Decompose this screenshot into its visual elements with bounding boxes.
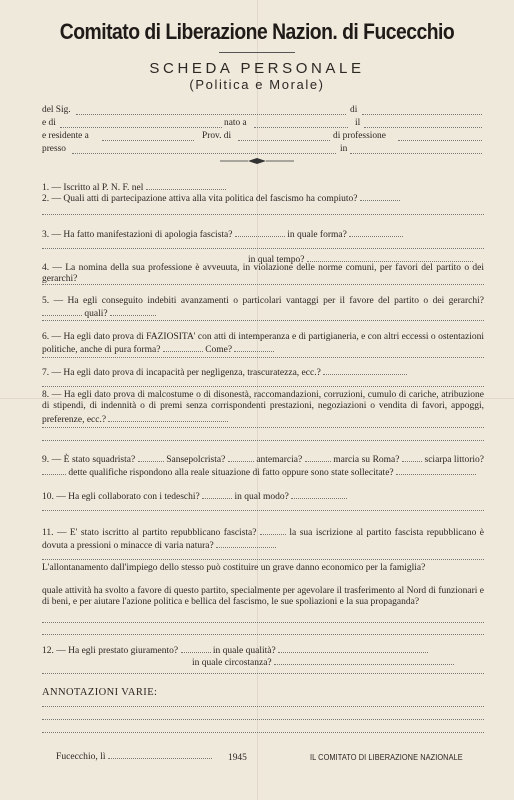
answer-line-q8-2[interactable] [42,440,484,441]
field-il[interactable] [364,127,482,128]
field-del-sig[interactable] [76,114,346,115]
answer-q3-forma[interactable] [349,228,403,237]
answer-line-q11-2[interactable] [42,622,484,623]
answer-q6-come[interactable] [234,343,274,352]
answer-line-q2[interactable] [42,214,484,215]
answer-q12-circostanza[interactable] [274,656,454,665]
answer-q2[interactable] [360,192,400,201]
answer-line-q7[interactable] [42,386,484,387]
label-presso: presso [42,144,66,154]
question-3-time: in qual tempo? [248,253,484,266]
label-professione: di professione [333,131,386,141]
answer-q9-squadrista[interactable] [138,453,164,462]
annotations-line-2[interactable] [42,719,484,720]
question-11: 11. — E' stato iscritto al partito repubblicano fascista? la sua iscrizione al partito fascista repubblicano è dovuta a pressioni o minacce di varia natura? [42,528,485,552]
footer-signature: IL COMITATO DI LIBERAZIONE NAZIONALE [310,752,463,762]
label-in: in [340,144,348,154]
label-residente: e residente a [42,131,89,141]
header-row-residence [42,131,482,143]
answer-line-q12[interactable] [42,673,484,674]
field-in[interactable] [350,153,482,154]
answer-line-q4[interactable] [42,284,484,285]
question-10: 10. — Ha egli collaborato con i tedeschi? in qual modo? [42,490,484,503]
answer-q9-marcia[interactable] [402,453,422,462]
answer-line-q3[interactable] [42,248,484,249]
label-nato-a: nato a [224,118,247,128]
field-e-di[interactable] [60,127,222,128]
answer-q9-qualifiche[interactable] [396,466,476,475]
footer-year: 1945 [228,753,247,763]
answer-q5[interactable] [42,307,82,316]
question-11-family: L'allontanamento dall'impiego dello stesso può costituire un grave danno economico per la famiglia? [42,563,426,573]
answer-q1[interactable] [146,181,226,190]
answer-q5-quali[interactable] [110,307,156,316]
footer-date-field[interactable] [108,750,212,759]
answer-q11-iscritto[interactable] [260,526,286,535]
field-professione[interactable] [398,140,482,141]
question-2: 2. — Quali atti di partecipazione attiva alla vita politica del fascismo ha compiuto? [42,192,484,205]
label-il: il [355,118,361,128]
answer-q9-antemarcia[interactable] [305,453,331,462]
annotations-label: ANNOTAZIONI VARIE: [42,687,158,698]
question-4: 4. — La nomina della sua professione è avveuuta, in violazione delle norme comuni, per favori del partito o dei gerarchi? [42,263,484,285]
answer-line-q5[interactable] [42,320,484,321]
field-di[interactable] [362,114,482,115]
answer-line-q10[interactable] [42,510,484,511]
label-di: di [350,105,358,115]
document-subtitle: SCHEDA PERSONALE [149,60,365,77]
answer-line-q11-3[interactable] [42,634,484,635]
ornament-divider-icon [220,157,294,165]
answer-q10-modo[interactable] [291,490,347,499]
answer-q8[interactable] [108,413,228,422]
title-rule [219,52,295,53]
answer-q12-qualita[interactable] [278,644,428,653]
answer-line-q11-1[interactable] [42,559,484,560]
label-e-di: e di [42,118,56,128]
field-presso[interactable] [72,153,336,154]
answer-line-q6[interactable] [42,357,484,358]
answer-q6[interactable] [163,343,203,352]
label-prov-di: Prov. di [202,131,232,141]
header-row-name [42,105,482,117]
field-prov-di[interactable] [238,140,330,141]
document-subtitle-2: (Politica e Morale) [189,77,325,92]
answer-q3-apologia[interactable] [235,228,285,237]
annotations-line-1[interactable] [42,706,484,707]
question-5: 5. — Ha egli conseguito indebiti avanzamenti o particolari vantaggi per il favore del partito o dei gerarchi? quali? [42,296,484,320]
document-title: Comitato di Liberazione Nazion. di Fucecchio [59,19,455,44]
field-residente[interactable] [102,140,194,141]
question-6: 6. — Ha egli dato prova di FAZIOSITA' con atti di intemperanza e di partigianeria, e con altri eccessi o ostentazioni politiche, anche di pura forma? Come? [42,332,484,356]
label-del-sig: del Sig. [42,105,71,115]
answer-q10[interactable] [202,490,232,499]
header-row-presso [42,144,482,156]
answer-q11-pressioni[interactable] [216,539,276,548]
question-12-circumstance: in quale circostanza? [192,656,484,669]
question-3: 3. — Ha fatto manifestazioni di apologia fascista? in quale forma? [42,228,484,241]
question-8: 8. — Ha egli dato prova di malcostume o di disonestà, raccomandazioni, corruzioni, cumulo di cariche, atribuzione di stipendi, di indennità o di premi senza corrispondenti prestazioni, negoziazioni o vendita di favori, appoggi, preferenze, ecc.? [42,390,484,425]
question-12: 12. — Ha egli prestato giuramento? in quale qualità? [42,644,484,657]
answer-q12-giuramento[interactable] [181,644,211,653]
footer-place: Fucecchio, lì [56,750,212,763]
question-7: 7. — Ha egli dato prova di incapacità per negligenza, trascuratezza, ecc.? [42,366,484,379]
answer-q9-sciarpa[interactable] [42,466,66,475]
answer-q7[interactable] [323,366,407,375]
answer-line-q8-1[interactable] [42,427,484,428]
question-9: 9. — È stato squadrista? Sansepolcrista? antemarcia? marcia su Roma? sciarpa littorio? dette qualifiche rispondono alla reale situazione di fatto oppure sono state sollecitate? [42,455,485,479]
question-11-activity: quale attività ha svolto a favore di questo partito, specialmente per agevolare il trasferimento al Nord di funzionari e di beni, e per aiutare l'azione politica e bellica del fascismo, le sue spoliazioni e la sua propaganda? [42,586,484,608]
answer-q9-sansepolcrista[interactable] [228,453,254,462]
field-nato-a[interactable] [254,127,348,128]
question-1: 1. — Iscritto al P. N. F. nel [42,181,484,194]
annotations-line-3[interactable] [42,732,484,733]
header-row-birth [42,118,482,130]
answer-q3-tempo[interactable] [307,253,473,262]
